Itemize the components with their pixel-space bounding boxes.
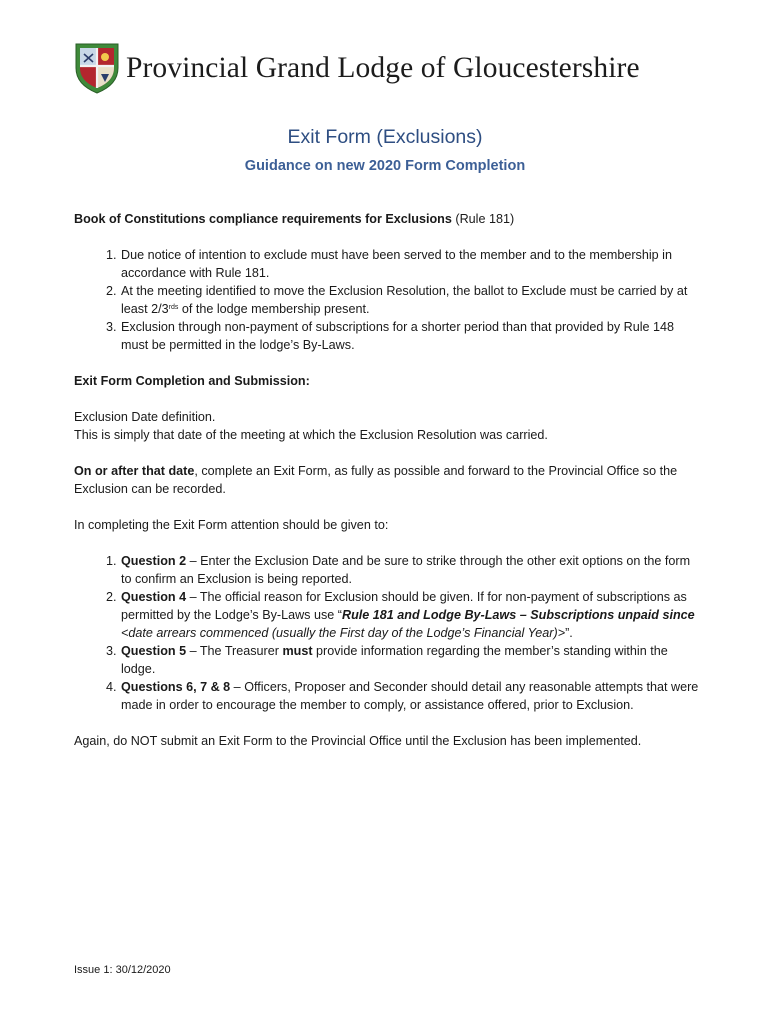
question-text: provide information regarding the member’s standing within the lodge. — [121, 644, 668, 676]
list-item — [120, 588, 700, 642]
must-emphasis: must — [282, 644, 313, 658]
question-label: Questions 6, 7 & 8 — [121, 680, 231, 694]
list-item-text: of the lodge membership present. — [178, 302, 370, 316]
definition-text: This is simply that date of the meeting at which the Exclusion Resolution was carried. — [74, 428, 548, 442]
attention-intro: In completing the Exit Form attention should be given to: — [74, 518, 389, 532]
question-italic: <date arrears commenced (usually the First day of the Lodge’s Financial Year)> — [121, 626, 566, 640]
list-item — [120, 642, 700, 678]
question-bold-italic: Rule 181 and Lodge By-Laws – Subscriptions unpaid since — [341, 608, 695, 622]
question-label: Question 2 — [121, 554, 187, 568]
question-text: – The official reason for Exclusion should be given. If for non-payment of subscriptions as permitted by the Lodge’s By-Laws use “ — [121, 590, 687, 622]
question-text-end: ”. — [565, 626, 573, 640]
title-block — [0, 126, 770, 174]
compliance-heading-bold: Book of Constitutions compliance requirements for Exclusions — [74, 212, 452, 226]
superscript: rds — [168, 304, 179, 311]
compliance-list — [74, 246, 700, 354]
footer-issue: Issue 1: 30/12/2020 — [74, 964, 171, 976]
list-item — [120, 552, 700, 588]
list-item — [120, 282, 700, 318]
question-label: Question 4 — [121, 590, 187, 604]
page-header — [74, 42, 640, 94]
completion-heading-bold: Exit Form Completion and Submission: — [74, 374, 310, 388]
question-text: – The Treasurer — [186, 644, 283, 658]
list-item: 3. Exclusion through non-payment of subscriptions for a shorter period than that provided by Rule 148 must be permitted in the lodge’s By-Laws. — [120, 318, 700, 354]
document-body — [74, 210, 700, 750]
question-label: Question 5 — [121, 644, 187, 658]
list-item: 1. Due notice of intention to exclude must have been served to the member and to the membership in accordance with Rule 181. — [120, 246, 700, 282]
completion-heading — [74, 372, 700, 390]
closing-paragraph: Again, do NOT submit an Exit Form to the Provincial Office until the Exclusion has been implemented. — [74, 734, 642, 748]
crest-logo-icon — [74, 42, 120, 94]
document-title: Exit Form (Exclusions) — [287, 126, 483, 148]
list-item-text: At the meeting identified to move the Exclusion Resolution, the ballot to Exclude must be carried by at least 2/3 — [121, 284, 688, 316]
questions-list — [74, 552, 700, 714]
definition-title: Exclusion Date definition. — [74, 410, 216, 424]
document-subtitle: Guidance on new 2020 Form Completion — [244, 158, 526, 174]
organization-name: Provincial Grand Lodge of Gloucestershire — [126, 51, 640, 84]
on-after-bold: On or after that date — [74, 464, 195, 478]
compliance-heading-rule: (Rule 181) — [451, 212, 515, 226]
question-text: – Officers, Proposer and Seconder should detail any reasonable attempts that were made in order to encourage the member to comply, or assistance offered, prior to Exclusion. — [121, 680, 699, 712]
question-text: – Enter the Exclusion Date and be sure to strike through the other exit options on the form to confirm an Exclusion is being reported. — [121, 554, 691, 586]
on-after-paragraph — [74, 462, 700, 498]
compliance-heading — [74, 210, 700, 228]
on-after-text: , complete an Exit Form, as fully as possible and forward to the Provincial Office so the Exclusion can be recorded. — [74, 464, 678, 496]
list-item — [120, 678, 700, 714]
